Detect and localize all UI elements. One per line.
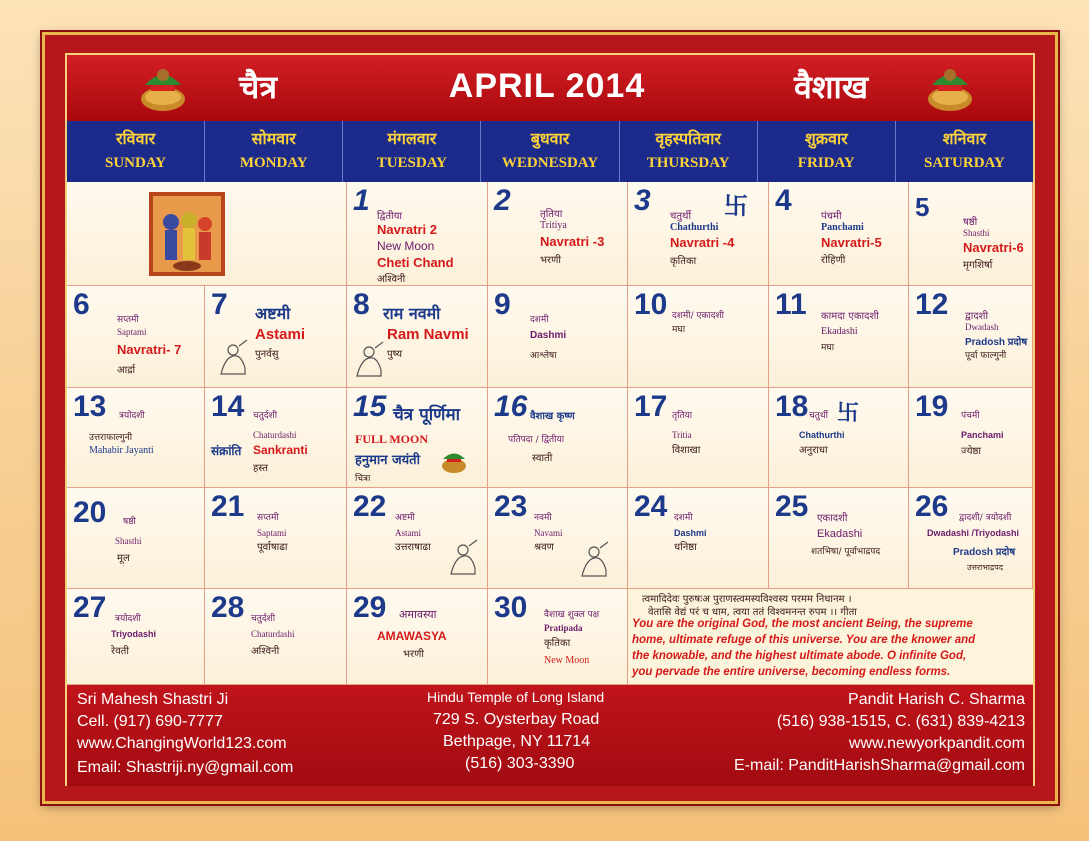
event-label: Mahabir Jayanti	[89, 445, 154, 456]
day-number: 16	[494, 390, 528, 423]
tithi-english: Navami	[534, 528, 563, 538]
kalash-pot-icon	[135, 63, 191, 113]
hindi-month-right: वैशाख	[794, 68, 869, 106]
nakshatra-label: कृतिका	[670, 256, 697, 267]
nakshatra-label: स्वाती	[532, 453, 553, 464]
weekday-hindi: मंगलवार	[387, 129, 437, 148]
temple-name: Hindu Temple of Long Island	[427, 689, 605, 705]
nakshatra-label: पुष्य	[387, 349, 403, 360]
contact-footer	[67, 685, 1033, 786]
quote-english-line: the knowable, and the highest ultimate abode. O infinite God,	[632, 650, 967, 662]
tithi-hindi: एकादशी	[817, 513, 848, 524]
contact-phone[interactable]: Cell. (917) 690-7777	[77, 713, 223, 730]
day-number: 30	[494, 591, 528, 624]
weekday-hindi: वृहस्पतिवार	[655, 129, 721, 148]
nakshatra-label: अश्विनी	[377, 274, 406, 285]
calendar-cell-day[interactable]	[67, 388, 205, 488]
day-number: 13	[73, 390, 107, 423]
weekday-hindi: बुधवार	[530, 129, 570, 148]
weekday-hindi: शुक्रवार	[804, 129, 848, 148]
calendar-cell-day[interactable]	[909, 388, 1033, 488]
nakshatra-label: उत्तराषाढा	[395, 542, 431, 553]
calendar-cell-day[interactable]	[347, 182, 488, 286]
weekday-english: FRIDAY	[797, 155, 855, 171]
calendar-panel	[65, 53, 1035, 786]
tithi-hindi: दशमी	[530, 315, 549, 325]
tithi-english: Dwadash	[965, 322, 999, 332]
tithi-hindi: सप्तमी	[117, 315, 139, 325]
swastika-icon: 卐	[837, 400, 860, 425]
sage-sketch-icon	[351, 340, 387, 380]
tithi-english: Dwadashi /Triyodashi	[927, 528, 1020, 538]
day-number: 14	[211, 390, 245, 423]
tithi-hindi: सप्तमी	[257, 513, 279, 523]
tithi-hindi: चतुर्दशी	[251, 614, 276, 624]
day-number: 12	[915, 288, 949, 321]
weekday-hindi: सोमवार	[251, 129, 296, 148]
calendar-cell-day[interactable]	[488, 182, 628, 286]
calendar-cell-day[interactable]	[347, 488, 488, 589]
calendar-cell-day[interactable]	[769, 488, 909, 589]
day-number: 2	[494, 184, 511, 217]
calendar-cell-day[interactable]	[205, 286, 347, 388]
weekday-english: SUNDAY	[105, 155, 167, 171]
nakshatra-label: धनिष्ठा	[674, 542, 697, 553]
tithi-english: Tritia	[672, 430, 692, 440]
event-label: Navratri 2	[377, 222, 437, 237]
calendar-cell-day[interactable]	[488, 589, 628, 685]
tithi-english: Chaturdashi	[253, 430, 297, 440]
nakshatra-label: भरणी	[540, 255, 561, 266]
calendar-cell-day[interactable]	[909, 182, 1033, 286]
nakshatra-label: विशाखा	[672, 445, 701, 456]
tithi-english: Pratipada	[544, 623, 583, 633]
tithi-english: Ekadashi	[817, 528, 863, 540]
weekday-english: SATURDAY	[923, 155, 1005, 171]
event-label: Navratri-6	[963, 240, 1024, 255]
nakshatra-label: रोहिणी	[821, 255, 846, 266]
note-label: New Moon	[377, 239, 435, 253]
tithi-english: Panchami	[821, 222, 864, 233]
nakshatra-label: अश्विनी	[251, 646, 280, 657]
event-label: Astami	[255, 326, 306, 343]
temple-address: 729 S. Oysterbay Road	[433, 711, 600, 728]
tithi-english: Shasthi	[115, 536, 142, 546]
nakshatra-label: ज्येष्ठा	[961, 446, 981, 457]
nakshatra-label: पूर्वा फाल्गुनी	[965, 351, 1007, 361]
nakshatra-label: अनुराधा	[799, 445, 828, 456]
nakshatra-label: आर्द्रा	[117, 365, 136, 376]
event-label: Cheti Chand	[377, 255, 454, 270]
day-number: 28	[211, 591, 245, 624]
tithi-hindi: चतुर्दशी	[253, 411, 278, 421]
event-label: Navratri-5	[821, 235, 882, 250]
tithi-hindi: राम नवमी	[383, 304, 441, 323]
event-label: Navratri -4	[670, 235, 735, 250]
calendar-cell-day[interactable]	[628, 182, 769, 286]
calendar-cell-day[interactable]	[205, 488, 347, 589]
calendar-cell-day[interactable]	[769, 182, 909, 286]
tithi-hindi: द्वादशी/ त्रयोदशी	[959, 513, 1012, 523]
weekday-wednesday	[481, 121, 619, 182]
day-number: 1	[353, 184, 370, 217]
event-label: Sankranti	[253, 443, 308, 457]
tithi-hindi: तृतिया	[540, 209, 563, 220]
calendar-cell-day[interactable]	[769, 286, 909, 388]
day-number: 3	[634, 184, 651, 217]
tithi-english: Saptami	[257, 528, 287, 538]
tithi-hindi: षष्ठी	[123, 517, 136, 527]
nakshatra-label: श्रवण	[534, 542, 554, 553]
calendar-grid	[67, 182, 1033, 685]
event-label-hindi: हनुमान जयंती	[355, 453, 420, 468]
day-number: 27	[73, 591, 107, 624]
gita-quote-panel	[628, 589, 1033, 685]
day-number: 10	[634, 288, 668, 321]
sage-sketch-icon	[445, 538, 481, 578]
tithi-english: Chathurthi	[670, 222, 719, 233]
tithi-hindi: तृतिया	[672, 411, 693, 421]
hindi-month-left: चैत्र	[239, 68, 277, 106]
nakshatra-label: मघा	[672, 325, 686, 335]
calendar-cell-day[interactable]	[205, 388, 347, 488]
nakshatra-label: रेवती	[111, 646, 129, 657]
event-label: AMAWASYA	[377, 629, 447, 643]
event-label: Navratri -3	[540, 234, 605, 249]
page-title: APRIL 2014	[448, 67, 646, 105]
weekday-tuesday	[343, 121, 481, 182]
nakshatra-label: आश्लेषा	[530, 351, 557, 361]
event-label-hindi: संक्रांति	[211, 444, 242, 458]
contact-email-link[interactable]: Email: Shastriji.ny@gmail.com	[77, 759, 294, 776]
weekday-header-row	[67, 121, 1033, 182]
day-number: 19	[915, 390, 949, 423]
weekday-friday	[758, 121, 896, 182]
quote-english-line: you pervade the entire universe, becoming endless forms.	[632, 666, 951, 678]
tithi-english: Ekadashi	[821, 326, 858, 337]
day-number: 15	[353, 390, 387, 423]
day-number: 23	[494, 490, 528, 523]
calendar-cell-day[interactable]	[67, 589, 205, 685]
weekday-thursday	[620, 121, 758, 182]
event-label: FULL MOON	[355, 432, 429, 446]
nakshatra-label: उत्तराभाद्रपद	[967, 563, 1003, 572]
tithi-hindi: अष्टमी	[255, 304, 291, 323]
tithi-hindi: द्वितीया	[377, 211, 403, 222]
quote-sanskrit-line: वेतासि वेद्यं परं च धाम, त्वया ततं विश्वमनन्त रुपम ।। गीता	[648, 607, 857, 618]
day-number: 24	[634, 490, 668, 523]
calendar-header	[67, 55, 1033, 121]
calendar-frame	[42, 32, 1058, 804]
calendar-cell-day[interactable]	[769, 388, 909, 488]
event-label: Navratri- 7	[117, 342, 182, 357]
nakshatra-label: पूर्वाषाढा	[257, 542, 288, 553]
calendar-cell-day[interactable]	[347, 388, 488, 488]
calendar-cell-day[interactable]	[628, 488, 769, 589]
day-number: 20	[73, 496, 107, 529]
nakshatra-label: हस्त	[253, 463, 268, 474]
day-number: 11	[775, 288, 807, 321]
calendar-cell-day[interactable]	[488, 388, 628, 488]
calendar-cell-day[interactable]	[488, 488, 628, 589]
tithi-hindi: पंचमी	[961, 411, 980, 421]
swastika-icon: 卐	[724, 193, 748, 220]
nakshatra-label: मघा	[821, 343, 835, 353]
calendar-cell-day[interactable]	[628, 286, 769, 388]
event-label: Pradosh प्रदोष	[965, 337, 1028, 348]
day-number: 7	[211, 288, 228, 321]
tithi-hindi: अमावस्या	[399, 608, 437, 621]
deity-picture	[149, 192, 225, 276]
tithi-hindi: वैशाख शुक्ल पक्ष	[544, 610, 600, 620]
nakshatra-label: चित्रा	[355, 474, 371, 484]
tithi-hindi: द्वादशी	[965, 311, 989, 322]
quote-english-line: home, ultimate refuge of this universe. You are the knower and	[632, 634, 976, 646]
weekday-english: MONDAY	[239, 155, 308, 171]
nakshatra-label: मृगशिर्षा	[963, 260, 993, 271]
weekday-hindi: रविवार	[115, 129, 156, 148]
event-label: Ram Navmi	[387, 326, 469, 343]
tithi-hindi: कामदा एकादशी	[821, 311, 879, 322]
day-number: 26	[915, 490, 949, 523]
tithi-hindi: दशमी/ एकादशी	[672, 311, 724, 321]
weekday-hindi: शनिवार	[942, 129, 987, 148]
day-number: 18	[775, 390, 809, 423]
day-number: 8	[353, 288, 370, 321]
day-number: 29	[353, 591, 387, 624]
day-number: 22	[353, 490, 387, 523]
day-number: 5	[915, 192, 930, 222]
calendar-cell-day[interactable]	[909, 488, 1033, 589]
nakshatra-label: मूल	[117, 553, 130, 564]
day-number: 4	[775, 184, 792, 217]
calendar-cell-day[interactable]	[628, 388, 769, 488]
tithi-english: Panchami	[961, 430, 1004, 440]
tithi-english: Chathurthi	[799, 430, 845, 440]
calendar-cell-day[interactable]	[488, 286, 628, 388]
day-number: 9	[494, 288, 511, 321]
event-label: Pradosh प्रदोष	[953, 547, 1016, 558]
temple-city: Bethpage, NY 11714	[443, 733, 591, 750]
weekday-english: THURSDAY	[646, 155, 730, 171]
day-number: 6	[73, 288, 90, 321]
tithi-english: Shasthi	[963, 228, 990, 238]
tithi-hindi: नवमी	[534, 513, 552, 523]
quote-english-line: You are the original God, the most ancient Being, the supreme	[632, 618, 973, 630]
tithi-hindi: वैशाख कृष्ण	[530, 411, 575, 422]
tithi-english: Dashmi	[674, 528, 707, 538]
sage-sketch-icon	[576, 540, 612, 580]
weekday-monday	[205, 121, 343, 182]
nakshatra-label: भरणी	[403, 649, 424, 660]
temple-phone[interactable]: (516) 303-3390	[465, 755, 575, 772]
day-number: 17	[634, 390, 668, 423]
tithi-hindi: चतुर्थी	[809, 411, 828, 421]
weekday-saturday	[896, 121, 1033, 182]
calendar-cell-empty	[67, 182, 347, 286]
tithi-hindi: चैत्र पूर्णिमा	[393, 405, 461, 425]
tithi-hindi: त्रयोदशी	[119, 411, 145, 421]
tithi-hindi: अष्टमी	[395, 513, 415, 523]
tithi-secondary: पतिपदा / द्वितीया	[508, 435, 565, 445]
nakshatra-label: पुनर्वसु	[255, 349, 279, 360]
tithi-english: Triyodashi	[111, 629, 157, 639]
contact-website-link[interactable]: www.newyorkpandit.com	[848, 735, 1025, 752]
tithi-hindi: पंचमी	[821, 211, 842, 222]
quote-sanskrit-line: त्वमादिदेवः पुरुषःअ पुराणस्त्वमस्यविश्वस्य परमम निधानम ।	[642, 594, 852, 605]
weekday-sunday	[67, 121, 205, 182]
day-number: 25	[775, 490, 809, 523]
note-label: New Moon	[544, 655, 590, 666]
weekday-english: WEDNESDAY	[501, 155, 599, 171]
weekday-english: TUESDAY	[376, 155, 447, 171]
tithi-hindi: चतुर्थी	[670, 211, 692, 222]
kalash-pot-icon	[439, 448, 469, 474]
tithi-english: Chaturdashi	[251, 629, 295, 639]
contact-website-link[interactable]: www.ChangingWorld123.com	[77, 735, 287, 752]
tithi-hindi: दशमी	[674, 513, 693, 523]
contact-phone[interactable]: (516) 938-1515, C. (631) 839-4213	[776, 713, 1025, 730]
tithi-english: Saptami	[117, 327, 147, 337]
sage-sketch-icon	[215, 338, 251, 378]
calendar-cell-day[interactable]	[347, 589, 488, 685]
calendar-cell-day[interactable]	[67, 286, 205, 388]
tithi-english: Dashmi	[530, 330, 567, 341]
contact-email-link[interactable]: E-mail: PanditHarishSharma@gmail.com	[734, 757, 1025, 774]
contact-name: Pandit Harish C. Sharma	[848, 691, 1025, 708]
kalash-pot-icon	[922, 63, 978, 113]
calendar-cell-day[interactable]	[67, 488, 205, 589]
tithi-hindi: त्रयोदशी	[115, 614, 141, 624]
day-number: 21	[211, 490, 245, 523]
nakshatra-label: उत्तराफाल्गुनी	[89, 433, 133, 443]
nakshatra-label: शतभिषा/ पूर्वाभाद्रपद	[811, 547, 881, 557]
tithi-hindi: षष्ठी	[963, 217, 978, 228]
calendar-cell-day[interactable]	[909, 286, 1033, 388]
nakshatra-label: कृतिका	[544, 638, 571, 649]
calendar-cell-day[interactable]	[205, 589, 347, 685]
tithi-english: Tritiya	[540, 220, 567, 231]
tithi-english: Astami	[395, 528, 421, 538]
contact-name: Sri Mahesh Shastri Ji	[77, 691, 229, 708]
calendar-cell-day[interactable]	[347, 286, 488, 388]
